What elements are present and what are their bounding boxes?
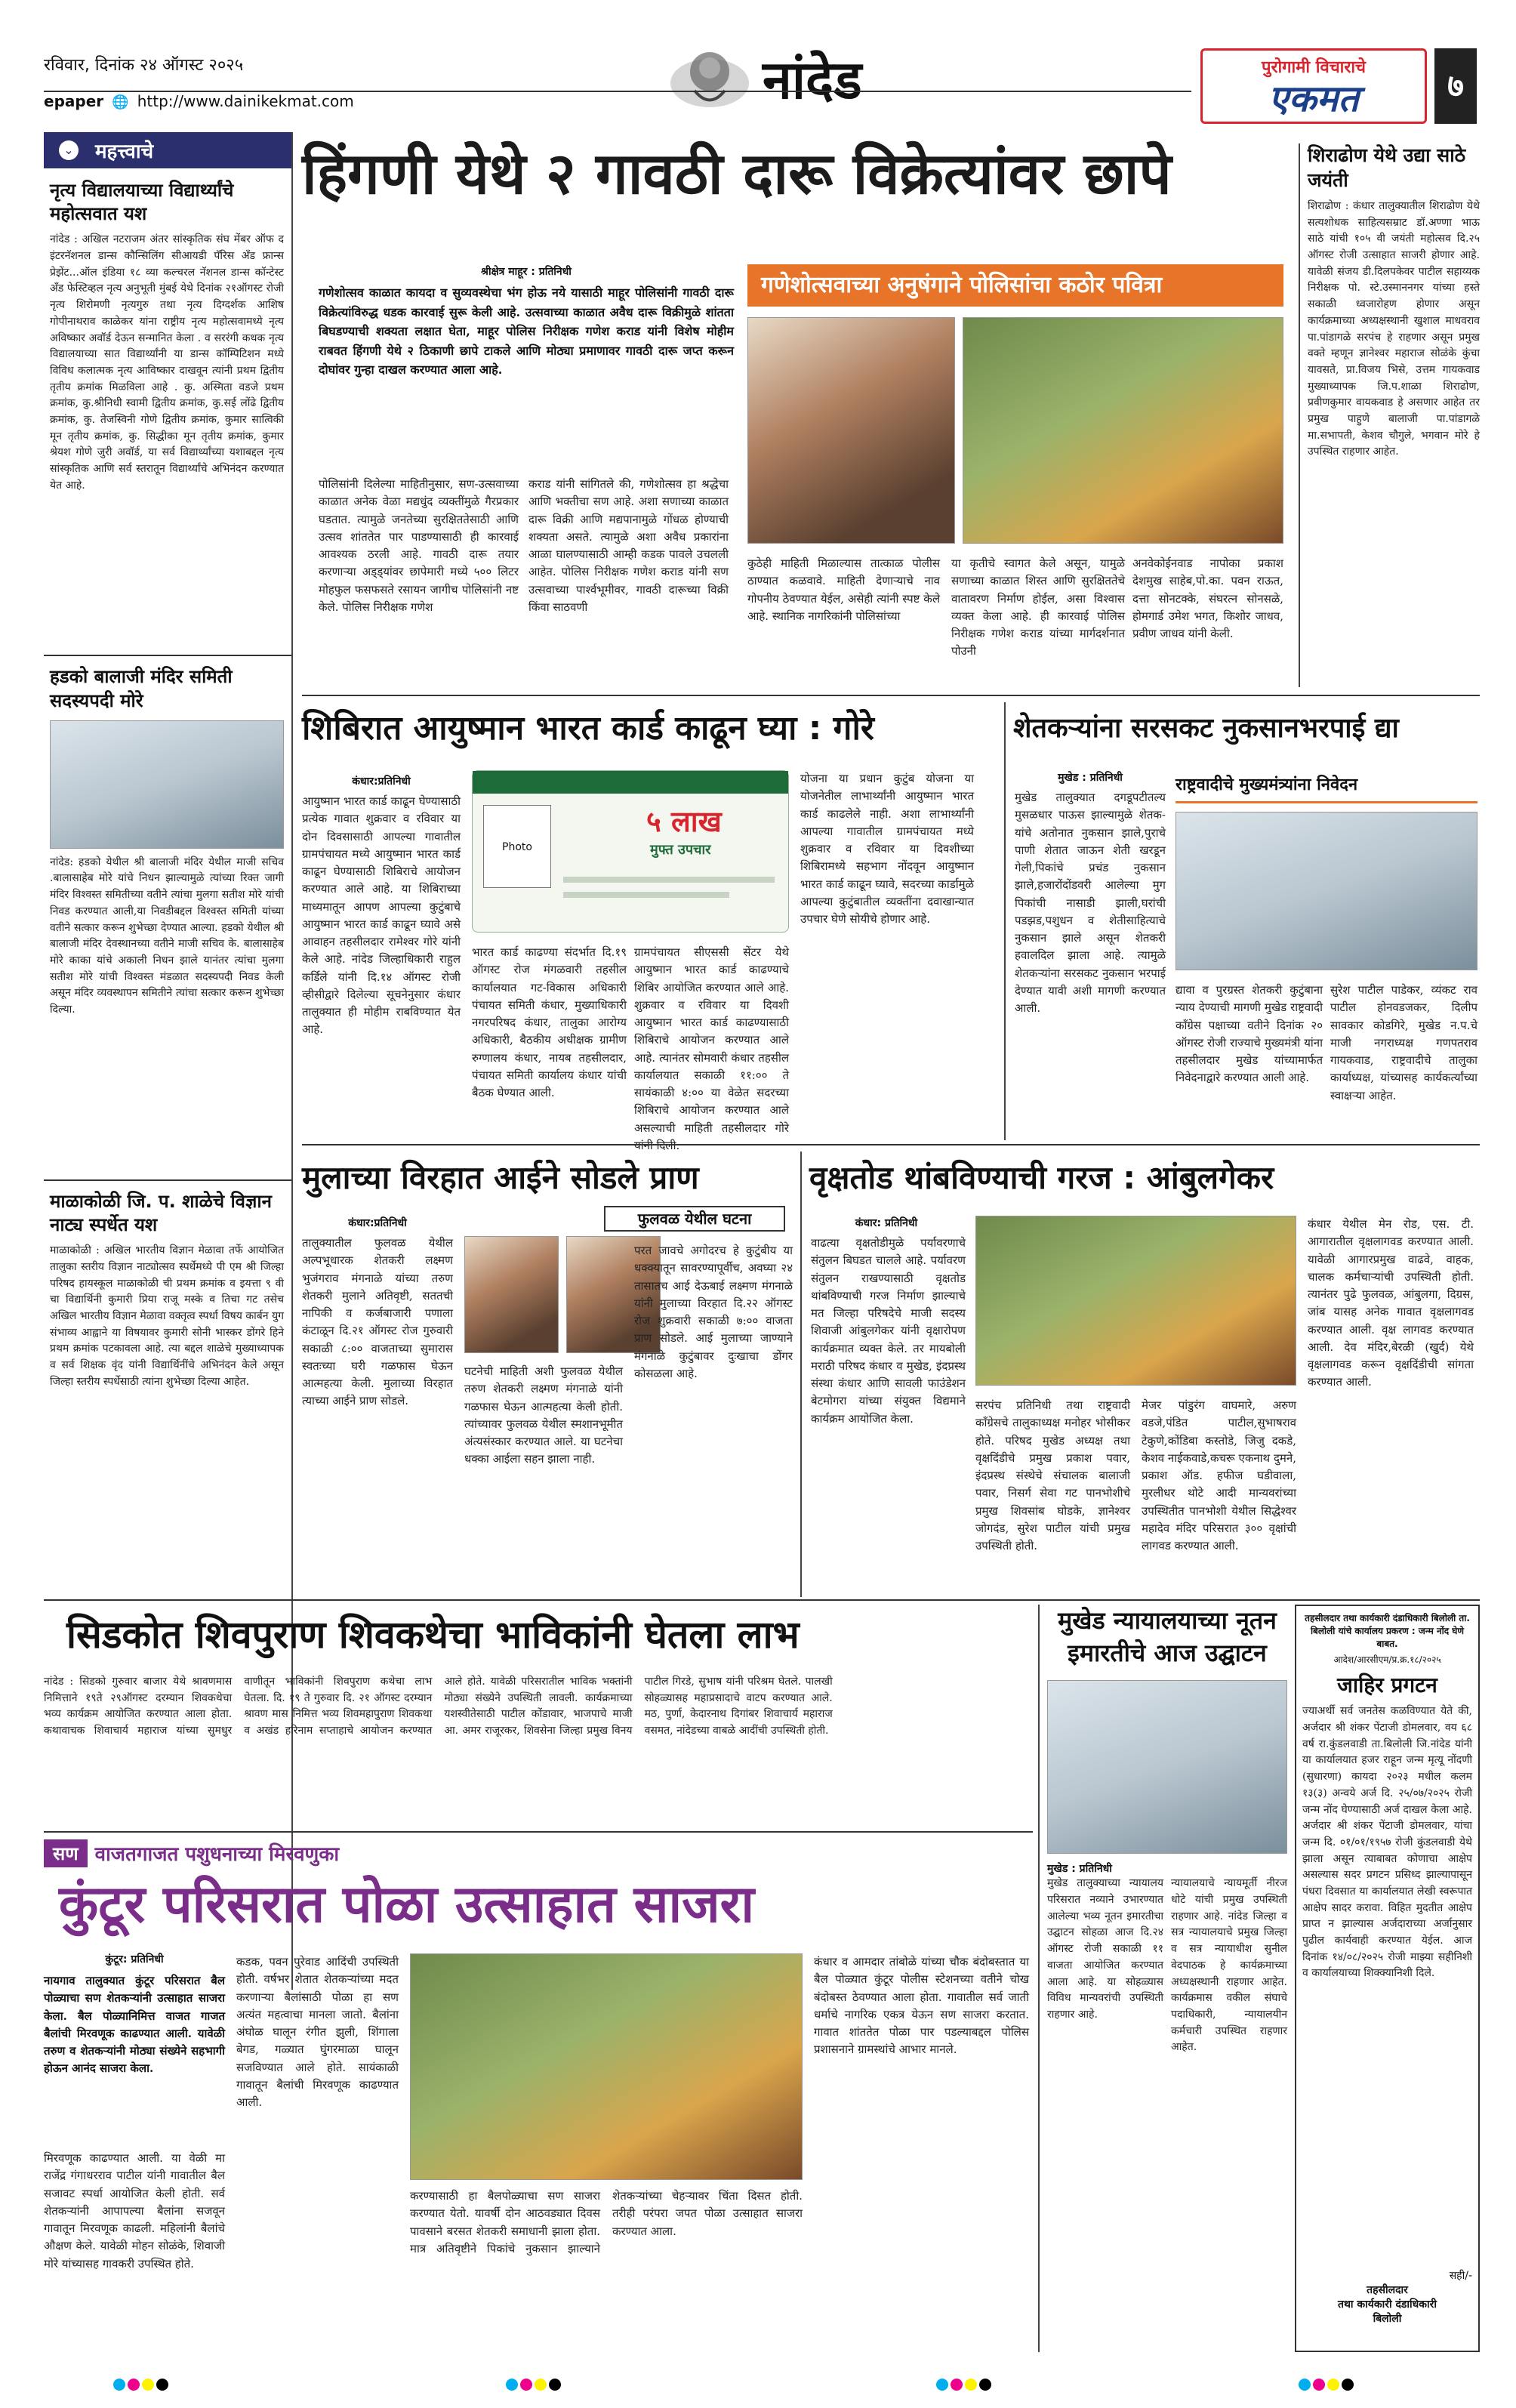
- chevron-down-icon: ⌄: [59, 140, 79, 160]
- court-col-2: न्यायालयाचे न्यायमूर्ती नीरज धोटे यांची प्रमुख उपस्थिती राहणार आहे. नांदेड जिल्हा व सत्र न्यायालयाचे प्रमुख जिल्हा व सत्र न्यायाधीश सुनील वेदपाठक हे कार्यक्रमाच्या अध्यक्षस्थानी राहणार आहेत. कार्यक्रमास वकील संघाचे पदाधिकारी, न्यायालयीन कर्मचारी उपस्थित राहणार आहेत.: [1171, 1877, 1287, 2054]
- epaper-bar: [44, 91, 1191, 121]
- court-headline: मुखेड न्यायालयाच्या नूतन इमारतीचे आज उद्घाटन: [1058, 1606, 1277, 1668]
- ayushman-byline: कंधार:प्रतिनिधी: [352, 775, 411, 788]
- lead-photo-police: [963, 317, 1283, 544]
- farmers-col-3: सुरेश पाटील पाडेकर, व्यंकट राव पाटील होनवडजकर, दिलीप सावकार कोडगिरे, मुखेड न.प.चे माजी नगराध्यक्ष गणपतराव गायकवाड, राष्ट्रवादीचे तालुका कार्याध्यक्ष, यांच्यासह कार्यकर्त्यांच्या स्वाक्षऱ्या आहेत.: [1330, 983, 1477, 1102]
- trees-byline: कंधार: प्रतिनिधी: [855, 1217, 918, 1229]
- divider: [302, 695, 1480, 696]
- lead-col-4: या कृतीचे स्वागत केले असून, यामुळे सणाच्या काळात शिस्त आणि सुरक्षिततेचे वातावरण निर्माण होईल, असा विश्वास व्यक्त केला आहे. ही कारवाई पोलिस निरीक्षक गणेश कराड यांच्या मार्गदर्शनात पोउनी: [951, 557, 1125, 658]
- right-top-story: [1299, 143, 1480, 687]
- pola-story: [44, 1831, 1033, 2352]
- farmers-col-2: द्यावा व पुरग्रस्त शेतकरी कुटुंबाना न्याय देण्याची मागणी मुखेड राष्ट्रवादी काँग्रेस पक्षाच्या वतीने दिनांक २० ऑगस्ट रोजी राज्याचे मुख्यमंत्री यांना तहसीलदार मुखेड यांच्यामार्फत निवेदनाद्वारे करण्यात आली आहे.: [1176, 983, 1323, 1085]
- lead-headline: हिंगणी येथे २ गावठी दारू विक्रेत्यांवर छापे: [302, 140, 1172, 207]
- color-registration-marks: [1299, 2379, 1356, 2394]
- lead-col-1: पोलिसांनी दिलेल्या माहितीनुसार, सण-उत्सवाच्या काळात अनेक वेळा मद्यधुंद व्यक्तींमुळे गैरप्रकार घडतात. त्यामुळे जनतेच्या सुरक्षिततेसाठी आणि उत्सव शांततेत पार पाडण्यासाठी ही कारवाई आवश्यक ठरली आहे. गावठी दारू तयार करणाऱ्या अड्ड्यांवर छापेमारी मध्ये ५०० लिटर मोहफुल फसफसते रसायन जागीच पोलिसांनी नष्ट केले. पोलिस निरीक्षक गणेश: [319, 477, 519, 614]
- farmers-story: [1004, 702, 1480, 1140]
- lead-byline: श्रीक्षेत्र माहूर : प्रतिनिधी: [481, 266, 572, 278]
- public-notice: [1295, 1605, 1480, 2352]
- pola-col-1: मिरवणूक काढण्यात आली. या वेळी मा राजेंद्र गंगाधरराव पाटील यांनी गावातील बैल सजावट स्पर्धा आयोजित केली होती. सर्व शेतकऱ्यांनी आपापल्या बैलांना सजवून गावातून मिरवणूक काढली. महिलांनी बैलांचे औक्षण केले. यावेळी मोहन सोळंके, शिवाजी मोरे यांच्यासह गावकरी उपस्थित होते.: [44, 2151, 225, 2271]
- card-photo-slot: Photo: [483, 805, 551, 888]
- lead-col-5: अनवेकोईनवाड नापोका प्रकाश देशमुख साहेब,पो.का. पवन राऊत, दत्ता सोनटक्के, संघरत्न सोनसळे, होमगार्ड उमेश भगत, किशोर जाधव, प्रवीण जाधव यांनी केली.: [1132, 557, 1283, 640]
- court-photo: [1047, 1680, 1287, 1854]
- site-link[interactable]: http://www.dainikekmat.com: [137, 92, 354, 110]
- kicker-text: वाजतगाजत पशुधनाच्या मिरवणुका: [94, 1843, 340, 1866]
- masthead: [0, 0, 1516, 132]
- brand-tagline: पुरोगामी विचाराचे: [1261, 58, 1367, 77]
- mother-tag: फुलवळ येथील घटना: [604, 1206, 785, 1232]
- color-registration-marks: [506, 2379, 563, 2394]
- lead-story: [302, 136, 1291, 755]
- ayushman-col-2: भारत कार्ड काढण्या संदर्भात दि.१९ ऑगस्ट रोज मंगळवारी तहसील कार्यालयात गट-विकास अधिकारी पंचायत समिती कंधार, मुख्याधिकारी नगरपरिषद कंधार, तालुका आरोग्य अधिकारी, बैठकीय अधीक्षक ग्रामीण रुग्णालय कंधार, नायब तहसीलदार, पंचायत समिती कार्यालय कंधार यांची बैठक घेण्यात आली.: [472, 945, 627, 1099]
- ayushman-card: [472, 770, 789, 933]
- notice-signer-place: बिलोली: [1373, 2313, 1402, 2326]
- farmers-byline: मुखेड : प्रतिनिधी: [1058, 772, 1123, 784]
- pola-col-2: कडक, पवन पुरेवाड आदिंची उपस्थिती होती. वर्षभर शेतात शेतकऱ्यांच्या मदत करणाऱ्या बैलांसाठी पोळा हा सण अत्यंत महत्वाचा मानला जातो. बैलांना अंघोळ घालून रंगीत झुली, शिंगाला बेगड, गळ्यात घुंगरमाळा घालून सजविण्यात आले होते. सायंकाळी गावातून बैलांची मिरवणूक काढण्यात आली.: [236, 1955, 399, 2109]
- section-label: महत्त्वाचे: [95, 140, 154, 163]
- trees-col-2: सरपंच प्रतिनिधी तथा राष्ट्रवादी काँग्रेसचे तालुकाध्यक्ष मनोहर भोसीकर होते. परिषद मुखेड अध्यक्ष तथा वृक्षदिंडीचे प्रमुख प्रकाश पवार, इंदप्रस्थ संस्थेचे संचालक बालाजी पवार, निसर्ग सेवा गट पानभोशीचे प्रमुख शिवसांब घोडके, ज्ञानेश्वर जोगदंड, सुरेश पाटील यांची प्रमुख उपस्थिती होती.: [975, 1398, 1130, 1552]
- story-body: माळाकोळी : अखिल भारतीय विज्ञान मेळावा तर्फे आयोजित तालुका स्तरीय विज्ञान नाट्योत्सव स्पर्धेमध्ये पी एम श्री जिल्हा परिषद हायस्कूल माळाकोळी ची प्रथम क्रमांक व इयत्ता ९ वी चा विद्यार्थिनी कुमारी प्रिया राजू मस्के व तिचा गट तसेच अखिल भारतीय विज्ञान मेळावा वक्तृत्व स्पर्धा विषय कार्बन युग संभाव्य आह्वाने या विषयावर कुमारी सोनी भास्कर डोंगरे हिने प्रथम क्रमांक पटकावला आहे. त्या बद्दल शाळेचे मुख्याध्यापक व सर्व शिक्षक वृंद यांनी विद्यार्थिनींचे अभिनंदन केले असून जिल्हा स्तरीय स्पर्धेसाठी त्यांना शुभेच्छा दिल्या आहेत.: [50, 1244, 284, 1388]
- lead-sub-banner: [747, 264, 1283, 307]
- brand-name: एकमत: [1268, 78, 1359, 120]
- story-title: हडको बालाजी मंदिर समिती सदस्यपदी मोरे: [50, 666, 233, 711]
- shivpuran-body: नांदेड : सिडको गुरुवार बाजार येथे श्रावणमास निमित्ताने १९ते २९ऑगस्ट दरम्यान शिवकथेचा भव्य कार्यक्रम आयोजित करण्यात आला होता. कथावाचक शिवाचार्य महाराज यांच्या सुमधुर वाणीतून भाविकांनी शिवपुराण कथेचा लाभ घेतला. दि. १९ ते गुरुवार दि. २१ ऑगस्ट दरम्यान श्रावण मास निमित्त भव्य शिवमहापुराण शिवकथा व अखंड हरिनाम सप्ताहाचे आयोजन करण्यात आले होते. यावेळी परिसरातील भाविक भक्तांनी मोठ्या संख्येने उपस्थिती लावली. कार्यक्रमाच्या यशस्वीतेसाठी पाटील कोंडावार, भाजपाचे माजी आ. अमर राजूरकर, शिवसेना जिल्हा प्रमुख विनय पाटील गिरडे, सुभाष यांनी परिश्रम घेतले. पालखी सोहळ्यासह महाप्रसादाचे वाटप करण्यात आले. मठ, पुर्णा, केदारनाथ दिगांबर शिवाचार्य महाराज वसमत, नांदेडच्या वाबळे आदींची उपस्थिती होती.: [44, 1676, 833, 1737]
- farmers-col-1: मुखेड तालुक्यात दगडूपटीतल्य मुसळधार पाऊस झाल्यामुळे शेतक-यांचे अतोनात नुकसान झाले,पुराचे पाणी शेतात जाऊन शेती खरडून गेली,पिकांचे प्रचंड नुकसान झाले,हजारोंदोंडवरी आलेल्या मुग पिकांची नासाडी झाली,घरांची पडझड,पशुधन व शेतीसाहित्याचे नुकसान झाले असून शेतकरी हवालदिल झाला आहे. त्यामुळे शेतकऱ्यांना सरसकट नुकसान भरपाई देण्यात यावी अशी मागणी करण्यात आली.: [1015, 791, 1166, 1015]
- lead-intro: गणेशोत्सव काळात कायदा व सुव्यवस्थेचा भंग होऊ नये यासाठी माहूर पोलिसांनी गावठी दारू विक्रेत्यांविरुद्ध धडक कारवाई सुरू केली आहे. उत्सवाच्या काळात अवैध दारू विक्रीमुळे शांतता बिघडण्याची शक्यता लक्षात घेता, माहूर पोलिस निरीक्षक गणेश कराड यांनी विशेष मोहीम राबवत हिंगणी येथे २ ठिकाणी छापे टाकले आणि मोठ्या प्रमाणावर गावठी दारू जप्त करून दोघांवर गुन्हा दाखल करण्यात आला आहे.: [319, 285, 734, 378]
- notice-ref: आदेश/आरसीएम/प्र.क्र.१८/२०२५: [1333, 1654, 1441, 1666]
- story-photo: [50, 720, 284, 849]
- sidebar-story-1: [44, 168, 291, 655]
- color-registration-marks: [936, 2379, 994, 2394]
- lead-intro-box: [319, 264, 734, 461]
- shivpuran-headline: सिडकोत शिवपुराण शिवकथेचा भाविकांनी घेतला लाभ: [66, 1613, 800, 1657]
- story-body: नांदेड : अखिल नटराजम अंतर सांस्कृतिक संघ मेंबर ऑफ द इंटरनॅशनल डान्स कौन्सिलिंग सीआयडी पॅरिस अँड फ्रान्स प्रेझेंट...ऑल इंडिया १८ व्या कल्चरल नॅशनल डान्स कॉन्टेस्ट अँड फेस्टिव्हल नृत्य अनुभूती मुंबई येथे दिनांक २१ऑगस्ट रोजी नृत्य शिरोमणी नृत्यगुरु तथा नृत्य दिग्दर्शक आशिष गोपीनाथराव काळेकर यांना राष्ट्रीय नृत्य महोत्सवामध्ये नृत्य अविष्कार अवॉर्ड देऊन सन्मानित केला . व सररंगी कथक नृत्य विद्यालयाच्या सात विद्यार्थ्यांनी या डान्स कॉम्पिटिशन मध्ये विविध कलात्मक नृत्य आविष्कार दाखवून त्यांनी प्रथम द्वितीय तृतीय क्रमांक मिळविला आहे . कु. अस्मिता वडजे प्रथम क्रमांक, कु.श्रीनिधी स्वामी द्वितीय क्रमांक, कु.सई लोंढे द्वितीय क्रमांक, कु. तेजस्विनी गोणे द्वितीय क्रमांक, कुमार सात्विकी मून तृतीय क्रमांक, कु. सिद्धीका मून तृतीय क्रमांक, कुमार श्रेयश गोणे जुरी अवॉर्ड, या सर्व विद्यार्थ्यांच्या यशाबद्दल नृत्य सांस्कृतिक आणि सर्व स्तरातून विद्यार्थ्यांचे अभिनंदन करण्यात येत आहे.: [50, 233, 284, 492]
- ayushman-col-3: ग्रामपंचायत सीएससी सेंटर येथे आयुष्मान भारत कार्ड काढण्याचे शिबिर आयोजित करण्यात आले आहे. शुक्रवार व रविवार या दिवशी आयुष्मान भारत कार्ड काढण्यासाठी शिबिराचे आयोजन करण्यात आले आहे. त्यानंतर सोमवारी कंधार तहसील कार्यालयात सकाळी ११:०० ते सायंकाळी ४:०० या वेळेत सदरच्या शिबिराचे आयोजन करण्यात आले असल्याची माहिती तहसीलदार गोरे: [634, 945, 789, 1135]
- trees-col-3: मेजर पांडुरंग वाघमारे, अरुण वडजे,पंडित पाटील,सुभाषराव टेकुणे,कोंडिबा कस्तोडे, जिजु दकडे, केशव नाईकवाडे,कचरू एकनाथ दुमने, प्रकाश ऑड. हफीज घडीवाला, मुरलीधर थोटे आदी मान्यवरांच्या उपस्थितीत पानभोशी येथील सिद्धेश्वर महादेव मंदिर परिसरात ३०० वृक्षांची लागवड करण्यात आली.: [1142, 1398, 1296, 1552]
- ayushman-story: [302, 702, 997, 1140]
- page-number: ७: [1434, 48, 1477, 124]
- masthead-date: रविवार, दिनांक २४ ऑगस्ट २०२५: [44, 56, 244, 75]
- card-sub: मुफ्त उपचार: [650, 842, 711, 858]
- farmers-sub-banner: राष्ट्रवादीचे मुख्यमंत्र्यांना निवेदन: [1176, 769, 1477, 803]
- divider: [302, 1144, 1480, 1145]
- brand-box: [1200, 48, 1427, 124]
- story-title: नृत्य विद्यालयाच्या विद्यार्थ्यांचे महोत्सवात यश: [50, 180, 234, 225]
- color-registration-marks: [113, 2379, 171, 2394]
- pola-byline: कुंटूर: प्रतिनिधी: [105, 1953, 164, 1966]
- notice-header: तहसीलदार तथा कार्यकारी दंडाधिकारी बिलोली ता. बिलोली यांचे कार्यालय प्रकरण : जन्म नोंद घेणे बाबत.: [1305, 1613, 1470, 1649]
- mother-byline: कंधार:प्रतिनिधी: [348, 1217, 407, 1229]
- ayushman-col-4: योजना या प्रधान कुटुंब योजना या योजनेतील लाभार्थ्यांनी आयुष्मान भारत कार्ड काढलेले नाही. अशा लाभार्थ्यांनी आपल्या गावातील ग्रामपंचायत मध्ये शुक्रवार व रविवार या दिवशीच्या शिबिरामध्ये सहभाग नोंदवून आयुष्मान भारत कार्ड काढून घ्यावे, सदरच्या कार्डामुळे आपल्या कुटुंबातील व्यक्तींना दवाखान्यात उपचार घेणे सोयीचे होणार आहे.: [800, 772, 974, 926]
- card-badge: ५ लाख: [646, 805, 722, 838]
- globe-icon: 🌐: [112, 94, 129, 110]
- lead-sub-headline: गणेशोत्सवाच्या अनुषंगाने पोलिसांचा कठोर पवित्रा: [761, 272, 1163, 298]
- pola-col-3: करण्यासाठी हा बैलपोळ्याचा सण साजरा करण्यात येतो. यावर्षी दोन आठवड्यात दिवस पावसाने बरसत शेतकरी समाधानी झाला होता. मात्र अतिवृष्टीने पिकांचे नुकसान झाल्याने शेतकऱ्यांच्या चेहऱ्यावर चिंता दिसत होती. तरीही परंपरा जपत पोळा उत्साहात साजरा करण्यात आला.: [410, 2189, 803, 2255]
- story-body: शिराढोण : कंधार तालुक्यातील शिराढोण येथे सत्यशोधक साहित्यसम्राट डॉ.अण्णा भाऊ साठे यांची १०५ वी जयंती महोत्सव दि.२५ ऑगस्ट रोजी उत्साहात साजरी होणार आहे. यावेळी संजय डी.दिलपकेवर पाटील सहाय्यक निरीक्षक पो. स्टे.उस्माननगर यांच्या हस्ते सकाळी ध्वजारोहण होणार असून कार्यक्रमाच्या अध्यक्षस्थानी खुशाल माधवराव पा.पांडागळे सरपंच हे राहणार असून प्रमुख वक्ते म्हणून ज्ञानेश्वर महाराज सोळंके कुंचा यावसते, प्रा.विजय भिसे, उत्तम गायकवाड मुख्याध्यापक जि.प.शाळा शिराढोण, प्रवीणकुमार वायकवाड हे असणार आहेत तर प्रमुख पाहुणे बालाजी पा.पांडागळे मा.सभापती, केशव चौगुले, भगवान मोरे हे उपस्थित राहणार आहेत.: [1308, 200, 1480, 458]
- pola-col-4: कंधार व आमदार तांबोळे यांच्या चौक बंदोबस्तात या बैल पोळ्यात कुंटूर पोलीस स्टेशनच्या वतीने चोख बंदोबस्त ठेवण्यात आला होता. गावातील सर्व जाती धर्माचे नागरिक एकत्र येऊन सण साजरा करतात. गावात शांततेत पोळा पार पडल्याबद्दल पोलिस प्रशासनाने ग्रामस्थांचे आभार मानले.: [814, 1955, 1029, 2057]
- farmers-headline: शेतकऱ्यांना सरसकट नुकसानभरपाई द्या: [1013, 713, 1399, 744]
- mother-headline: मुलाच्या विरहात आईने सोडले प्राण: [302, 1159, 699, 1196]
- kicker-tag: सण: [44, 1839, 88, 1867]
- pola-photo: [410, 1953, 803, 2180]
- mother-col-1: तालुक्यातील फुलवळ येथील अल्पभूधारक शेतकरी लक्ष्मण भुजंगराव मंगनाळे यांच्या तरुण शेतकरी मुलाने अतिवृष्टी, सततची नापिकी व कर्जबाजारी पणाला कंटाळून दि.२१ ऑगस्ट रोज गुरुवारी सकाळी ८:०० वाजताच्या सुमारास स्वतःच्या घरी गळफास घेऊन आत्महत्या केली. मुलाच्या विरहात त्याच्या आईने प्राण सोडले.: [302, 1236, 453, 1408]
- mother-col-2: घटनेची माहिती अशी फुलवळ येथील तरुण शेतकरी लक्ष्मण मंगनाळे यांनी गळफास घेऊन आत्महत्या केली होती. त्यांच्यावर फुलवळ येथील स्मशानभूमीत अंत्यसंस्कार करण्यात आले. या घटनेचा धक्का आईला सहन झाला नाही.: [464, 1364, 623, 1466]
- farmers-photo: [1176, 812, 1477, 970]
- lead-col-3: कुठेही माहिती मिळाल्यास तात्काळ पोलीस ठाण्यात कळवावे. माहिती देणाऱ्याचे नाव गोपनीय ठेवण्यात येईल, असेही त्यांनी स्पष्ट केले आहे. स्थानिक नागरिकांनी पोलिसांच्या: [747, 557, 940, 623]
- pola-intro: नायगाव तालुक्यात कुंटूर परिसरात बैल पोळ्याचा सण शेतकऱ्यांनी उत्साहात साजरा केला. बैल पोळ्यानिमित्त वाजत गाजत बैलांची मिरवणूक काढण्यात आली. यावेळी तरुण व शेतकऱ्यांनी मोठ्या संख्येने सहभागी होऊन आनंद साजरा केला.: [44, 1974, 225, 2076]
- court-col-1: मुखेड तालुक्याच्या न्यायालय परिसरात नव्याने उभारण्यात आलेल्या भव्य नूतन इमारतीचा उद्घाटन सोहळा आज दि.२४ ऑगस्ट रोजी सकाळी ११ वाजता आयोजित करण्यात आला आहे. या सोहळ्यास विविध मान्यवरांची उपस्थिती राहणार आहे.: [1047, 1877, 1163, 2021]
- trees-headline: वृक्षतोड थांबविण्याची गरज : आंबुलगेकर: [809, 1159, 1274, 1196]
- pola-kicker: [44, 1837, 1033, 1869]
- trees-col-4: कंधार येथील मेन रोड, एस. टी. आगारातील वृक्षलागवड करण्यात आली. यावेळी आगारप्रमुख वाढवे, वाहक, चालक कर्मचाऱ्यांची उपस्थिती होती. त्यानंतर पुढे फुलवळ, आंबुलगा, दिग्रस, जांब यासह अनेक गावात वृक्षलागवड करण्यात आली. वृक्ष लागवड करण्यात आली. देव मंदिर,बेरळी (खुर्द) येथे वृक्षलागवड करून वृक्षदिंडीची सांगता करण्यात आली.: [1308, 1217, 1474, 1389]
- mother-col-3: परत जावचे अगोदरच हे कुटुंबीय या धक्क्यातून सावरण्यापूर्वीच, अवघ्या २४ तासातच आई देऊबाई लक्ष्मण मंगनाळे यांनी मुलाच्या विरहात दि.२२ ऑगस्ट रोज शुक्रवारी सकाळी ७:०० वाजता प्राण सोडले. आई मुलाच्या जाण्याने मंगनाळे कुटुंबावर दुःखाचा डोंगर कोसळला आहे.: [634, 1244, 793, 1380]
- trees-photo: [975, 1216, 1296, 1386]
- trees-col-1: वाढत्या वृक्षतोडीमुळे पर्यावरणाचे संतुलन बिघडत चालले आहे. पर्यावरण संतुलन राखण्यासाठी वृक्षतोड थांबविण्याची गरज निर्माण झाल्याचे मत जिल्हा परिषदेचे माजी सदस्य शिवाजी आंबुलगेकर यांनी वृक्षारोपण कार्यक्रमात व्यक्त केले. तर मायबोली मराठी परिषद कंधार व मुखेड, इंदप्रस्थ संस्था कंधार आणि सावली फाउंडेशन बेटमोगरा यांच्या संयुक्त विद्यमाने कार्यक्रम आयोजित केला.: [811, 1236, 966, 1426]
- trees-story: [800, 1152, 1480, 1597]
- lead-photo-seized: [747, 317, 955, 544]
- court-byline: मुखेड : प्रतिनिधी: [1047, 1863, 1112, 1876]
- sidebar-story-2: [44, 655, 291, 1179]
- masthead-city: नांदेड: [763, 49, 862, 111]
- story-body: नांदेड: हडको येथील श्री बालाजी मंदिर येथील माजी सचिव .बालासाहेब मोरे यांचे निधन झाल्यामुळे त्यांच्या रिक्त जागी मंदिर विश्वस्त समितीच्या वतीने त्यांचा मुलगा सतीश मोरे यांची निवड करण्यात आली,या निवडीबद्दल विश्वस्त समिती यांच्या वतीने सत्कार करून शुभेच्छा देण्यात आल्या. हडको येथील श्री बालाजी मंदिर देवस्थानच्या वतीने माजी सचिव के. बालासाहेब मोरे काका यांचे अकाली निधन झाले यानंतर त्यांचा मुलगा सतीश मोरे यांची विश्वस्त मंडळात सदस्यपदी निवड केली असून मंदिर व्यवस्थापन समितीने त्यांचा सत्कार करून शुभेच्छा दिल्या.: [50, 856, 284, 1016]
- section-bar: [44, 132, 291, 168]
- shivpuran-story: [44, 1605, 1033, 1831]
- ayushman-col-1: आयुष्मान भारत कार्ड काढून घेण्यासाठी प्रत्येक गावात शुक्रवार व रविवार या दोन दिवसासाठी आपल्या गावातील ग्रामपंचायत मध्ये आयुष्मान भारत कार्ड काढून घेण्यासाठी शिबिराचे आयोजन करण्यात आले आहे. या शिबिराच्या माध्यमातून आपण आपल्या कुटुंबाचे आयुष्मान भारत कार्ड काढून घ्यावे असे आवाहन तहसीलदार रामेश्वर गोरे यांनी केले आहे. नांदेड जिल्हाधिकारी राहुल कर्डिले यांनी दि.१४ ऑगस्ट रोजी व्हीसीद्वारे दिलेल्या सूचनेनुसार कंधार तालुक्यात ही मोहीम राबविण्यात येत आहे.: [302, 794, 461, 1037]
- pola-headline: कुंटूर परिसरात पोळा उत्साहात साजरा: [59, 1875, 754, 1935]
- mother-photo-son: [464, 1236, 559, 1353]
- notice-signoff: सही/-: [1449, 2270, 1472, 2283]
- story-title: माळाकोळी जि. प. शाळेचे विज्ञान नाट्य स्पर्धेत यश: [50, 1190, 272, 1235]
- lead-col-2: कराड यांनी सांगितले की, गणेशोत्सव हा श्रद्धेचा आणि भक्तीचा सण आहे. अशा सणाच्या काळात दारू विक्री आणि मद्यपानामुळे गोंधळ होण्याची शक्यता असते. त्यामुळे अशा अवैध प्रकारांना आळा घालण्यासाठी आम्ही कडक पावले उचलली आहेत. पोलिस निरीक्षक गणेश कराड यांनी सण उत्सवाच्या पार्श्वभूमीवर, गावठी दारूच्या विक्री किंवा साठवणी: [528, 477, 729, 614]
- epaper-label: epaper: [44, 92, 104, 110]
- notice-signer: तहसीलदार: [1367, 2284, 1408, 2297]
- notice-title: जाहिर प्रगटन: [1337, 1673, 1437, 1698]
- court-story: [1038, 1605, 1287, 2352]
- story-title: शिराढोण येथे उद्या साठे जयंती: [1308, 144, 1466, 191]
- divider: [44, 1599, 1480, 1601]
- notice-signer-title: तथा कार्यकारी दंडाधिकारी: [1337, 2299, 1437, 2311]
- mother-story: [302, 1152, 793, 1597]
- notice-body: ज्याअर्थी सर्व जनतेस कळविण्यात येते की, अर्जदार श्री शंकर पेंटाजी डोमलवार, वय ६८ वर्ष रा.कुंडलवाडी ता.बिलोली जि.नांदेड यांनी या कार्यालयात हजर राहून जन्म मृत्यू नोंदणी (सुधारणा) कायदा २०२३ मधील कलम १३(३) अन्वये अर्ज दि. २५/०७/२०२५ रोजी जन्म नोंद घेण्यासाठी अर्ज दाखल केला आहे. अर्जदार श्री शंकर पेंटाजी डोमलवार, यांचा जन्म दि. ०१/०१/१९५७ रोजी कुंडलवाडी येथे झाला असून त्याबाबत कोणाचा आक्षेप असल्यास सदर प्रगटन प्रसिध्द झाल्यापासून पंधरा दिवसात या कार्यालयात लेखी स्वरूपात आक्षेप सादर करावा. विहित मुदतीत आक्षेप प्राप्त न झाल्यास अर्जदाराच्या अर्जानुसार पुढील कार्यवाही करण्यात येईल. आज दिनांक १४/०८/२०२५ रोजी माझ्या सहीनिशी व कार्यालयाच्या शिक्क्यानिशी दिले.: [1302, 1705, 1472, 1980]
- ayushman-headline: शिबिरात आयुष्मान भारत कार्ड काढून घ्या : गोरे: [302, 709, 874, 748]
